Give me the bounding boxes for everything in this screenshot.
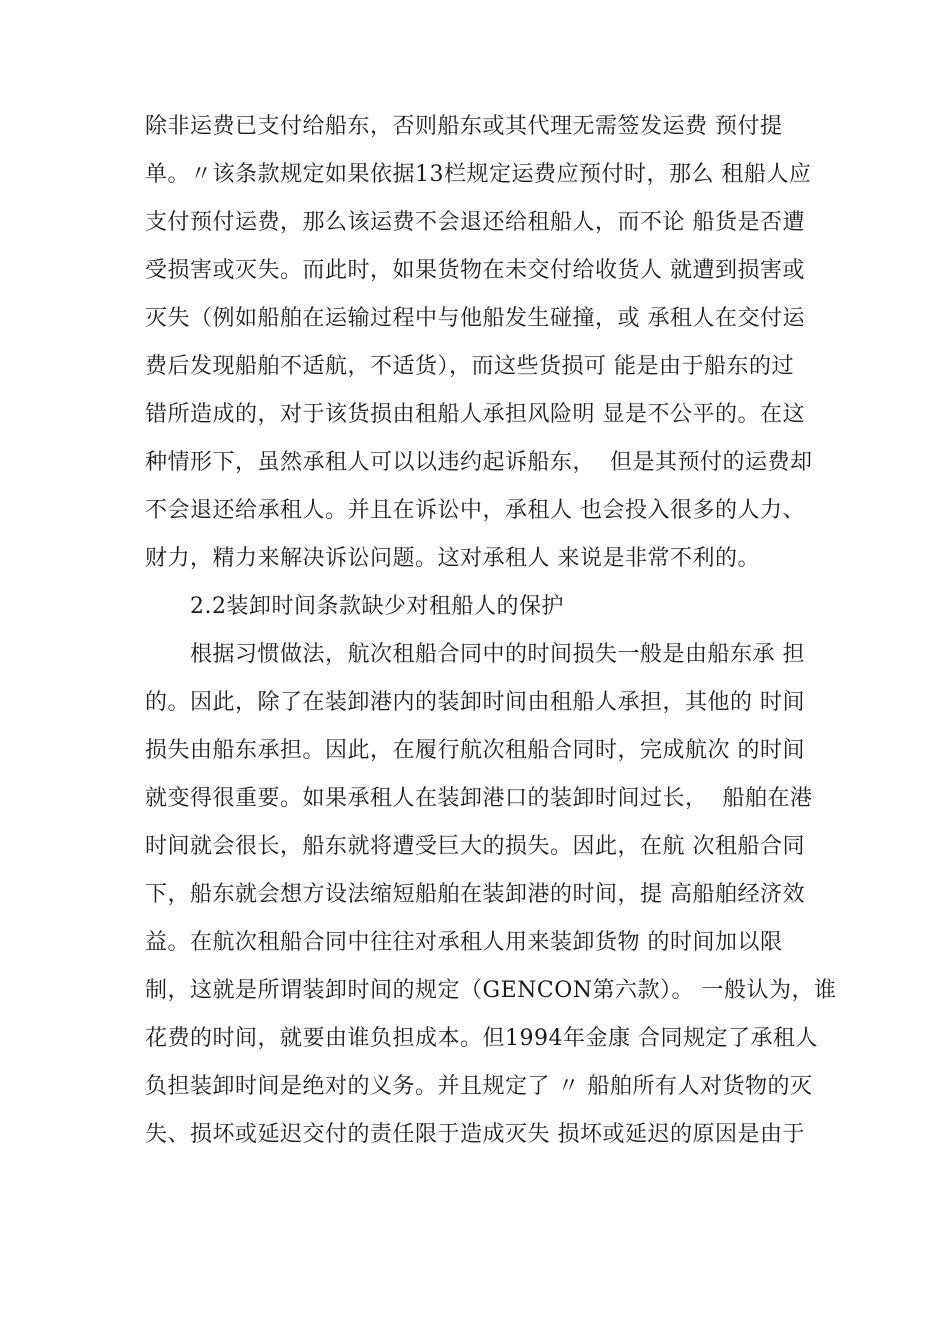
text-line: 种情形下，虽然承租人可以以违约起诉船东， 但是其预付的运费却 — [145, 450, 813, 475]
text-line: 就变得很重要。如果承租人在装卸港口的装卸时间过长， 船舶在港 — [145, 786, 813, 811]
text-line: 财力，精力来解决诉讼问题。这对承租人 来说是非常不利的。 — [145, 546, 760, 571]
text-line: 费后发现船舶不适航，不适货），而这些货损可 能是由于船东的过 — [145, 354, 794, 379]
text-line: 单。〃该条款规定如果依据13栏规定运费应预付时，那么 租船人应 — [145, 162, 812, 187]
text-line: 的。因此，除了在装卸港内的装卸时间由租船人承担，其他的 时间 — [145, 690, 805, 715]
text-line: 除非运费已支付给船东，否则船东或其代理无需签发运费 预付提 — [145, 114, 783, 139]
text-line: 益。在航次租船合同中往往对承租人用来装卸货物 的时间加以限 — [145, 930, 783, 955]
text-line: 根据习惯做法，航次租船合同中的时间损失一般是由船东承 担 — [190, 642, 805, 667]
text-line: 受损害或灭失。而此时，如果货物在未交付给收货人 就遭到损害或 — [145, 258, 805, 283]
text-line: 灭失（例如船舶在运输过程中与他船发生碰撞，或 承租人在交付运 — [145, 306, 805, 331]
text-line: 时间就会很长，船东就将遭受巨大的损失。因此，在航 次租船合同 — [145, 834, 805, 859]
text-line: 损失由船东承担。因此，在履行航次租船合同时，完成航次 的时间 — [145, 738, 805, 763]
text-line: 花费的时间，就要由谁负担成本。但1994年金康 合同规定了承租人 — [145, 1026, 818, 1051]
text-line: 制，这就是所谓装卸时间的规定（GENCON第六款）。 一般认为，谁 — [145, 978, 837, 1003]
section-heading: 2.2装卸时间条款缺少对租船人的保护 — [190, 594, 564, 619]
text-line: 负担装卸时间是绝对的义务。并且规定了 〃 船舶所有人对货物的灭 — [145, 1074, 813, 1099]
text-line: 失、损坏或延迟交付的责任限于造成灭失 损坏或延迟的原因是由于 — [145, 1122, 805, 1147]
text-line: 下，船东就会想方设法缩短船舶在装卸港的时间，提 高船舶经济效 — [145, 882, 805, 907]
text-line: 支付预付运费，那么该运费不会退还给租船人，而不论 船货是否遭 — [145, 210, 805, 235]
text-line: 错所造成的，对于该货损由租船人承担风险明 显是不公平的。在这 — [145, 402, 805, 427]
text-line: 不会退还给承租人。并且在诉讼中，承租人 也会投入很多的人力、 — [145, 498, 805, 523]
